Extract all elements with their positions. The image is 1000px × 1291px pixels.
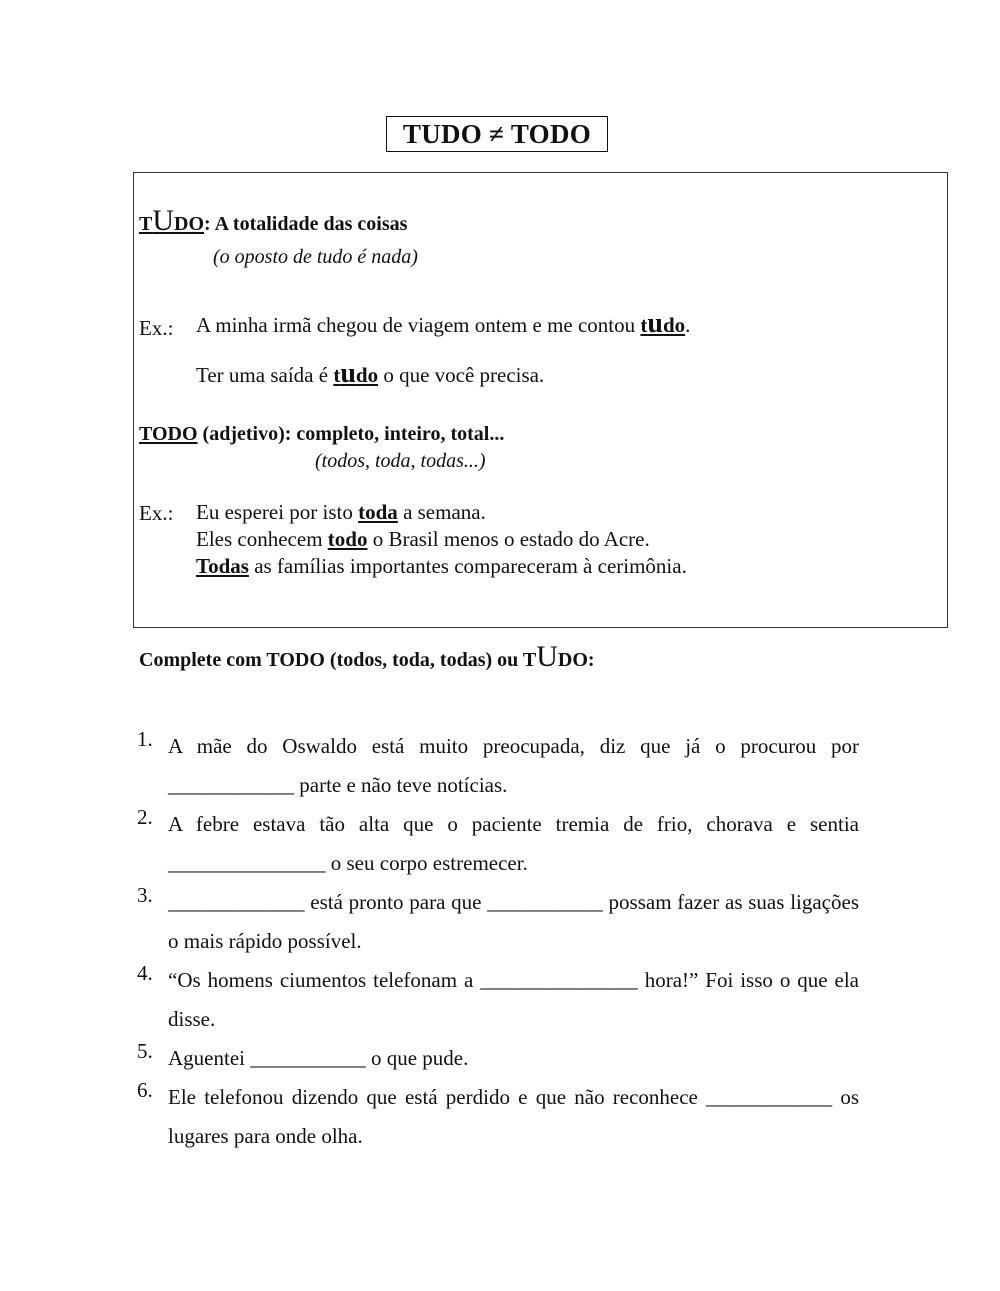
question-4-text: “Os homens ciumentos telefonam a _______________ hora!” Foi isso o que ela disse. bbox=[168, 968, 859, 1031]
tudo-definition: A totalidade das coisas bbox=[210, 213, 408, 235]
question-1: 1. A mãe do Oswaldo está muito preocupada, diz que já o procurou por ____________ parte e não teve notícias. bbox=[137, 727, 859, 805]
todo-ex-label: Ex.: bbox=[139, 501, 174, 525]
tudo-example-2: Ter uma saída é tudo o que você precisa. bbox=[196, 358, 545, 389]
question-4: 4. “Os homens ciumentos telefonam a _______________ hora!” Foi isso o que ela disse. bbox=[137, 961, 859, 1039]
todo-note: (todos, toda, todas...) bbox=[315, 450, 486, 472]
question-2: 2. A febre estava tão alta que o paciente tremia de frio, chorava e sentia _______________ o seu corpo estremecer. bbox=[137, 805, 859, 883]
question-6: 6. Ele telefonou dizendo que está perdido e que não reconhece ____________ os lugares para onde olha. bbox=[137, 1078, 859, 1156]
tudo-note: (o oposto de tudo é nada) bbox=[213, 246, 418, 268]
tudo-word: TUDO bbox=[139, 204, 205, 237]
todo-examples bbox=[196, 499, 687, 580]
question-3: 3. _____________ está pronto para que ___________ possam fazer as suas ligações o mais rápido possível. bbox=[137, 883, 859, 961]
todo-heading bbox=[139, 423, 504, 446]
question-1-text: A mãe do Oswaldo está muito preocupada, diz que já o procurou por ____________ parte e não teve notícias. bbox=[168, 734, 859, 797]
todo-definition: (adjetivo): completo, inteiro, total... bbox=[197, 423, 505, 445]
question-list bbox=[137, 727, 859, 1156]
tudo-heading: TUDO: A totalidade das coisas bbox=[139, 204, 408, 237]
todo-word: TODO bbox=[139, 423, 198, 445]
todo-example-1: Eu esperei por isto toda a semana. bbox=[196, 500, 486, 524]
tudo-ex-label: Ex.: bbox=[139, 316, 174, 340]
question-6-text: Ele telefonou dizendo que está perdido e que não reconhece ____________ os lugares para onde olha. bbox=[168, 1085, 859, 1148]
todo-example-3: Todas as famílias importantes compareceram à cerimônia. bbox=[196, 554, 687, 578]
question-5: 5. Aguentei ___________ o que pude. bbox=[137, 1039, 859, 1078]
todo-example-2: Eles conhecem todo o Brasil menos o estado do Acre. bbox=[196, 527, 650, 551]
question-3-text: _____________ está pronto para que ___________ possam fazer as suas ligações o mais rápido possível. bbox=[168, 890, 859, 953]
tudo-example-1: A minha irmã chegou de viagem ontem e me contou tudo. bbox=[196, 308, 691, 339]
page-title: TUDO ≠ TODO bbox=[386, 116, 608, 152]
instruction: Complete com TODO (todos, toda, todas) ou TUDO: bbox=[139, 640, 595, 673]
question-2-text: A febre estava tão alta que o paciente tremia de frio, chorava e sentia _______________ o seu corpo estremecer. bbox=[168, 812, 859, 875]
question-5-text: Aguentei ___________ o que pude. bbox=[168, 1046, 469, 1070]
